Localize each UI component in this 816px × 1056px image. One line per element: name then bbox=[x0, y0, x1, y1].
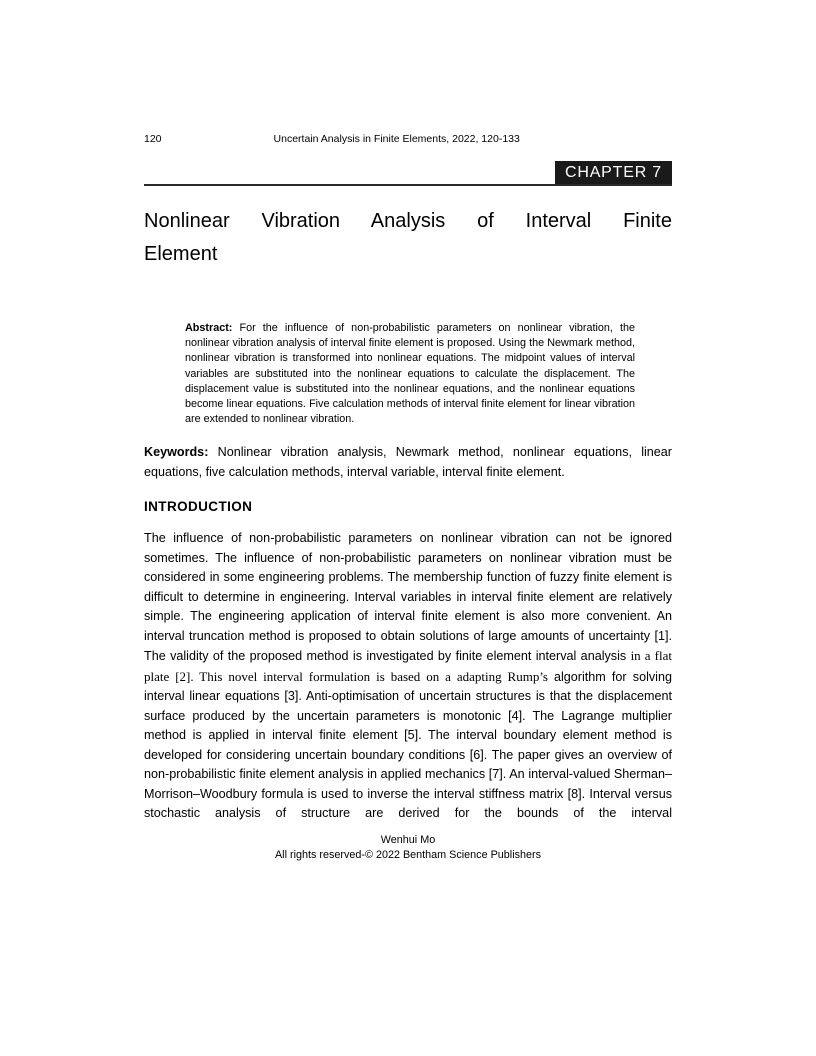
section-heading-introduction: INTRODUCTION bbox=[144, 499, 253, 515]
introduction-paragraph bbox=[144, 529, 672, 824]
running-title: Uncertain Analysis in Finite Elements, 2022, 120-133 bbox=[273, 133, 520, 145]
paragraph-part1: The influence of non-probabilistic parameters on nonlinear vibration can not be ignored sometimes. The influence of non-probabilistic parameters on nonlinear vibration must be considered in some engineering problems. The membership function of fuzzy finite element is difficult to determine in engineering. Interval variables in interval finite element are relatively simple. The engineering application of interval finite element is also more convenient. An interval truncation method is proposed to obtain solutions of large amounts of uncertainty [1]. The validity of the proposed method is investigated by finite element interval analysis bbox=[144, 531, 672, 664]
paragraph-part3: algorithm for solving interval linear equations [3]. Anti-optimisation of uncertain structures is that the displacement surface produced by the uncertain parameters is monotonic [4]. The Lagrange multiplier method is applied in interval finite element [5]. The interval boundary element method is developed for considering uncertain boundary conditions [6]. The paper gives an overview of non-probabilistic finite element analysis in applied mechanics [7]. An interval-valued Sherman–Morrison–Woodbury formula is used to inverse the interval stiffness matrix [8]. Interval versus stochastic analysis of structure are derived for the bounds of the interval bbox=[144, 669, 672, 821]
chapter-title-line1: Nonlinear Vibration Analysis of Interval Finite bbox=[144, 210, 672, 232]
page-header bbox=[144, 132, 672, 146]
footer-rights: All rights reserved-© 2022 Bentham Science Publishers bbox=[274, 848, 541, 861]
chapter-title bbox=[144, 205, 672, 271]
page-footer bbox=[144, 833, 672, 863]
page-number: 120 bbox=[144, 133, 162, 145]
keywords-label: Keywords: bbox=[144, 445, 209, 460]
header-rule bbox=[144, 184, 672, 186]
chapter-title-line2: Element bbox=[144, 243, 218, 265]
keywords bbox=[144, 443, 672, 482]
abstract bbox=[185, 321, 635, 427]
paragraph-serif-segment: in a flat plate [2]. This novel interval formulation is based on a adapting Rump’s bbox=[144, 648, 672, 684]
abstract-label: Abstract: bbox=[185, 322, 233, 334]
page-content bbox=[144, 132, 672, 863]
chapter-badge: CHAPTER 7 bbox=[555, 161, 672, 184]
abstract-text: For the influence of non-probabilistic parameters on nonlinear vibration, the nonlinear vibration analysis of interval finite element is proposed. Using the Newmark method, nonlinear vibration is transformed into nonlinear equations. The midpoint values of interval variables are substituted into the nonlinear equations to calculate the displacement. The displacement value is substituted into the nonlinear equations, and the nonlinear equations become linear equations. Five calculation methods of interval finite element for linear vibration are extended to nonlinear vibration. bbox=[185, 322, 636, 426]
chapter-row bbox=[144, 161, 672, 184]
keywords-text: Nonlinear vibration analysis, Newmark method, nonlinear equations, linear equations, five calculation methods, interval variable, interval finite element. bbox=[144, 445, 672, 479]
footer-author: Wenhui Mo bbox=[380, 833, 436, 846]
